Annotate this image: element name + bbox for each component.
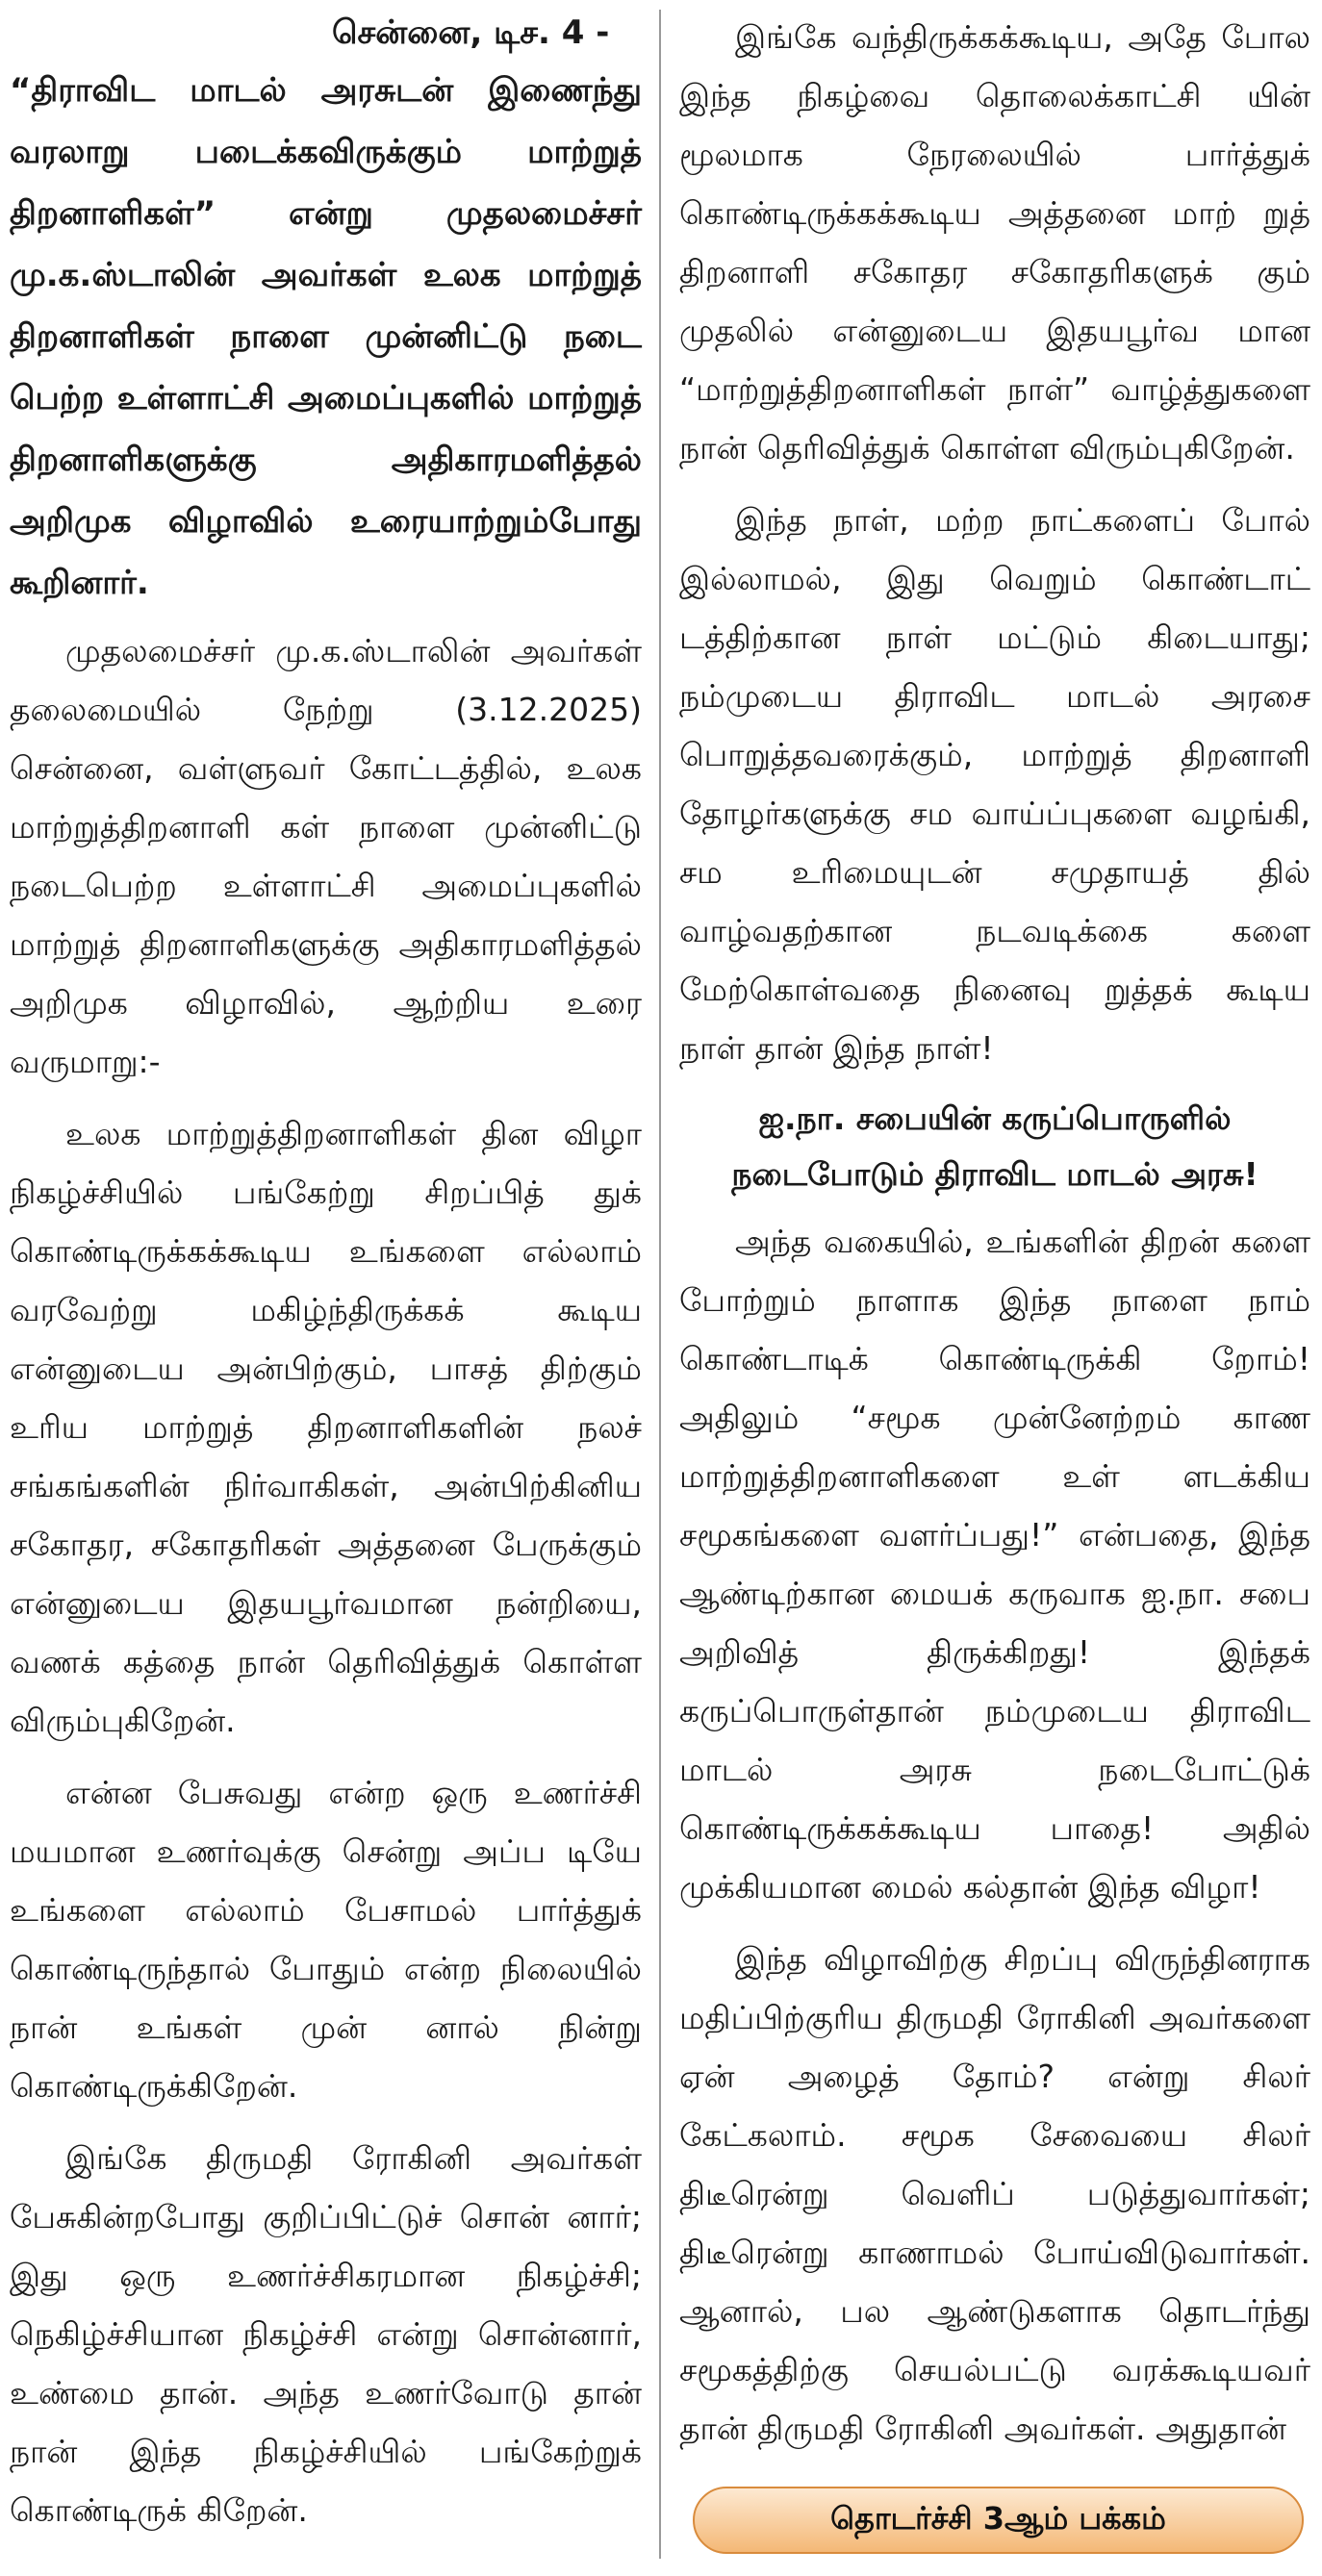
body-paragraph: அந்த வகையில், உங்களின் திறன் களை போற்றும் நாளாக இந்த நாளை நாம் கொண்டாடிக் கொண்டிருக்கி றோம்! அதிலும் “சமூக முன்னேற்றம் காண மாற்றுத்திறனாளிகளை உள் ளடக்கிய சமூகங்களை வளர்ப்பது!” என்பதை, இந்த ஆண்டிற்கான மையக் கருவாக ஐ.நா. சபை அறிவித் திருக்கிறது! இந்தக் கருப்பொருள்தான் நம்முடைய திராவிட மாடல் அரசு நடைபோட்டுக் கொண்டிருக்கக்கூடிய பாதை! அதில் முக்கியமான மைல் கல்தான் இந்த விழா! — [679, 1223, 1310, 1906]
body-paragraph: இங்கே வந்திருக்கக்கூடிய, அதே போல இந்த நிகழ்வை தொலைக்காட்சி யின் மூலமாக நேரலையில் பார்த்துக் கொண்டிருக்கக்கூடிய அத்தனை மாற் றுத் திறனாளி சகோதர சகோதரிகளுக் கும் முதலில் என்னுடைய இதயபூர்வ மான “மாற்றுத்திறனாளிகள் நாள்” வாழ்த்துகளை நான் தெரிவித்துக் கொள்ள விரும்புகிறேன். — [679, 18, 1310, 467]
body-paragraph: இங்கே திருமதி ரோகினி அவர்கள் பேசுகின்றபோது குறிப்பிட்டுச் சொன் னார்; இது ஒரு உணர்ச்சிகரமான நிகழ்ச்சி; நெகிழ்ச்சியான நிகழ்ச்சி என்று சொன்னார், உண்மை தான். அந்த உணர்வோடு தான் நான் இந்த நிகழ்ச்சியில் பங்கேற்றுக் கொண்டிருக் கிறேன். — [10, 2139, 642, 2529]
body-paragraph: என்ன பேசுவது என்ற ஒரு உணர்ச்சி மயமான உணர்வுக்கு சென்று அப்ப டியே உங்களை எல்லாம் பேசாமல் பார்த்துக் கொண்டிருந்தால் போதும் என்ற நிலையில் நான் உங்கள் முன் னால் நின்று கொண்டிருக்கிறேன். — [10, 1774, 642, 2105]
body-paragraph: இந்த நாள், மற்ற நாட்களைப் போல் இல்லாமல், இது வெறும் கொண்டாட் டத்திற்கான நாள் மட்டும் கிடையாது; நம்முடைய திராவிட மாடல் அரசை பொறுத்தவரைக்கும், மாற்றுத் திறனாளி தோழர்களுக்கு சம வாய்ப்புகளை வழங்கி, சம உரிமையுடன் சமுதாயத் தில் வாழ்வதற்கான நடவடிக்கை களை மேற்கொள்வதை நினைவு றுத்தக் கூடிய நாள் தான் இந்த நாள்! — [679, 501, 1310, 1067]
body-paragraph: இந்த விழாவிற்கு சிறப்பு விருந்தினராக மதிப்பிற்குரிய திருமதி ரோகினி அவர்களை ஏன் அழைத் தோம்? என்று சிலர் கேட்கலாம். சமூக சேவையை சிலர் திடீரென்று வெளிப் படுத்துவார்கள்; திடீரென்று காணாமல் போய்விடுவார்கள். ஆனால், பல ஆண்டுகளாக தொடர்ந்து சமூகத்திற்கு செயல்பட்டு வரக்கூடியவர் தான் திருமதி ரோகினி அவர்கள். அதுதான் — [679, 1940, 1310, 2447]
column-divider — [659, 10, 661, 2559]
body-paragraph: உலக மாற்றுத்திறனாளிகள் தின விழா நிகழ்ச்சியில் பங்கேற்று சிறப்பித் துக் கொண்டிருக்கக்கூடிய உங்களை எல்லாம் வரவேற்று மகிழ்ந்திருக்கக் கூடிய என்னுடைய அன்பிற்கும், பாசத் திற்கும் உரிய மாற்றுத் திறனாளிகளின் நலச் சங்கங்களின் நிர்வாகிகள், அன்பிற்கினிய சகோதர, சகோதரிகள் அத்தனை பேருக்கும் என்னுடைய இதயபூர்வமான நன்றியை, வணக் கத்தை நான் தெரிவித்துக் கொள்ள விரும்புகிறேன். — [10, 1115, 642, 1739]
left-column — [10, 8, 642, 2553]
dateline: சென்னை, டிச. 4 - — [332, 13, 610, 52]
body-paragraph: முதலமைச்சர் மு.க.ஸ்டாலின் அவர்கள் தலைமையில் நேற்று (3.12.2025) சென்னை, வள்ளுவர் கோட்டத்தில், உலக மாற்றுத்திறனாளி கள் நாளை முன்னிட்டு நடைபெற்ற உள்ளாட்சி அமைப்புகளில் மாற்றுத் திறனாளிகளுக்கு அதிகாரமளித்தல் அறிமுக விழாவில், ஆற்றிய உரை வருமாறு:- — [10, 632, 642, 1080]
continued-on-page-label: தொடர்ச்சி 3ஆம் பக்கம் — [693, 2487, 1304, 2554]
subheading: ஐ.நா. சபையின் கருப்பொருளில் நடைபோடும் திராவிட மாடல் அரசு! — [731, 1099, 1258, 1193]
lead-paragraph: “திராவிட மாடல் அரசுடன் இணைந்து வரலாறு படைக்கவிருக்கும் மாற்றுத் திறனாளிகள்” என்று முதலமைச்சர் மு.க.ஸ்டாலின் அவர்கள் உலக மாற்றுத் திறனாளிகள் நாளை முன்னிட்டு நடை பெற்ற உள்ளாட்சி அமைப்புகளில் மாற்றுத் திறனாளிகளுக்கு அதிகாரமளித்தல் அறிமுக விழாவில் உரையாற்றும்போது கூறினார். — [10, 71, 642, 602]
right-column — [679, 8, 1310, 2471]
